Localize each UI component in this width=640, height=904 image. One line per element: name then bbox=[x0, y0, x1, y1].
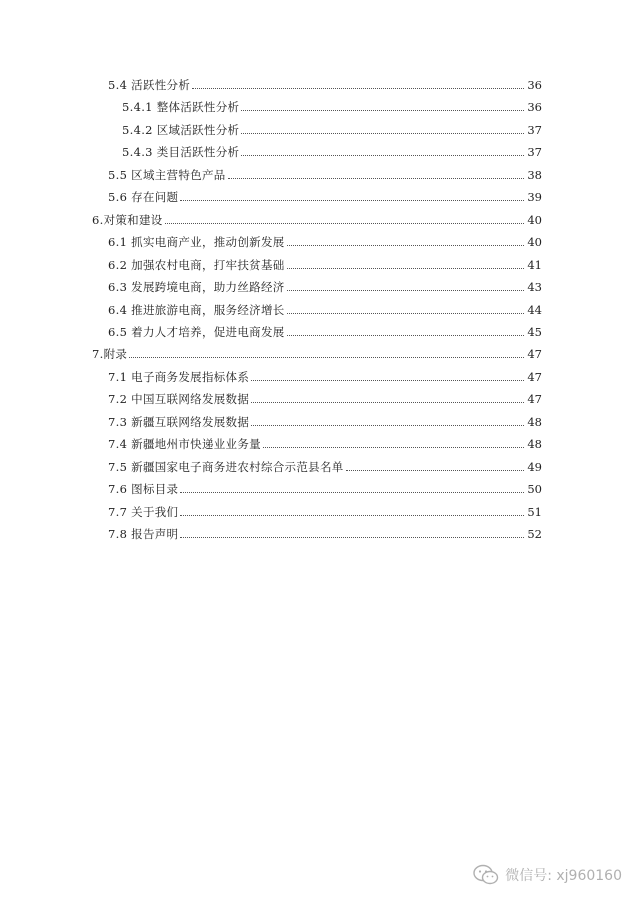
toc-entry-page-number: 49 bbox=[527, 459, 542, 474]
toc-entry[interactable] bbox=[108, 186, 542, 204]
toc-entry[interactable] bbox=[108, 501, 542, 519]
toc-entry-label: 6.4 推进旅游电商，服务经济增长 bbox=[108, 302, 285, 317]
toc-entry-label: 6.2 加强农村电商，打牢扶贫基础 bbox=[108, 257, 285, 272]
toc-entry-label: 5.4.2 区域活跃性分析 bbox=[122, 122, 240, 137]
toc-entry[interactable] bbox=[108, 321, 542, 339]
toc-entry[interactable] bbox=[92, 209, 542, 227]
toc-dot-leader bbox=[241, 133, 524, 134]
toc-entry-label: 6.对策和建设 bbox=[92, 212, 163, 227]
toc-entry-page-number: 48 bbox=[527, 437, 542, 452]
toc-dot-leader bbox=[165, 223, 524, 224]
toc-entry[interactable] bbox=[108, 411, 542, 429]
toc-entry[interactable] bbox=[108, 523, 542, 541]
toc-entry[interactable] bbox=[108, 231, 542, 249]
toc-entry-label: 5.4.3 类目活跃性分析 bbox=[122, 145, 240, 160]
toc-entry-page-number: 47 bbox=[527, 369, 542, 384]
toc-dot-leader bbox=[346, 470, 524, 471]
toc-entry-page-number: 37 bbox=[527, 145, 542, 160]
toc-entry-label: 5.5 区域主营特色产品 bbox=[108, 167, 226, 182]
toc-entry[interactable] bbox=[108, 254, 542, 272]
toc-entry[interactable] bbox=[122, 141, 542, 159]
watermark-text: 微信号: xj960160 bbox=[505, 868, 622, 884]
toc-entry-label: 7.2 中国互联网络发展数据 bbox=[108, 392, 250, 407]
toc-entry[interactable] bbox=[108, 366, 542, 384]
toc-entry[interactable] bbox=[122, 96, 542, 114]
toc-entry-label: 5.4.1 整体活跃性分析 bbox=[122, 100, 240, 115]
toc-dot-leader bbox=[287, 268, 524, 269]
toc-entry[interactable] bbox=[108, 74, 542, 92]
toc-dot-leader bbox=[180, 492, 524, 493]
toc-entry-page-number: 44 bbox=[527, 302, 542, 317]
toc-entry-page-number: 47 bbox=[527, 392, 542, 407]
toc-entry[interactable] bbox=[92, 343, 542, 361]
toc-entry-label: 6.5 着力人才培养，促进电商发展 bbox=[108, 324, 285, 339]
toc-dot-leader bbox=[287, 245, 524, 246]
toc-entry-page-number: 39 bbox=[527, 190, 542, 205]
toc-entry-page-number: 36 bbox=[527, 100, 542, 115]
toc-dot-leader bbox=[287, 335, 524, 336]
toc-entry-label: 5.4 活跃性分析 bbox=[108, 78, 191, 92]
toc-entry[interactable] bbox=[108, 456, 542, 474]
toc-entry-label: 5.6 存在问题 bbox=[108, 190, 179, 205]
toc-entry[interactable] bbox=[108, 299, 542, 317]
toc-entry-label: 7.附录 bbox=[92, 347, 128, 362]
toc-dot-leader bbox=[287, 290, 524, 291]
toc-dot-leader bbox=[263, 447, 524, 448]
toc-entry[interactable] bbox=[108, 433, 542, 451]
toc-entry-page-number: 50 bbox=[527, 482, 542, 497]
toc-entry-page-number: 51 bbox=[527, 504, 542, 519]
toc-entry-label: 6.1 抓实电商产业，推动创新发展 bbox=[108, 235, 285, 250]
toc-dot-leader bbox=[180, 537, 524, 538]
watermark bbox=[473, 864, 622, 886]
toc-dot-leader bbox=[241, 155, 524, 156]
toc-dot-leader bbox=[287, 313, 524, 314]
toc-entry-page-number: 40 bbox=[527, 212, 542, 227]
toc-entry-page-number: 40 bbox=[527, 235, 542, 250]
toc-dot-leader bbox=[180, 515, 524, 516]
toc-dot-leader bbox=[180, 200, 524, 201]
toc-entry-page-number: 38 bbox=[527, 167, 542, 182]
toc-entry-page-number: 41 bbox=[527, 257, 542, 272]
toc-entry-page-number: 47 bbox=[527, 347, 542, 362]
toc-entry-label: 7.7 关于我们 bbox=[108, 504, 179, 519]
toc-entry[interactable] bbox=[108, 276, 542, 294]
toc-entry-label: 7.4 新疆地州市快递业业务量 bbox=[108, 437, 261, 452]
toc-entry[interactable] bbox=[108, 478, 542, 496]
toc-entry[interactable] bbox=[108, 164, 542, 182]
toc-entry[interactable] bbox=[122, 119, 542, 137]
toc-entry-label: 7.3 新疆互联网络发展数据 bbox=[108, 414, 250, 429]
toc-entry-label: 7.5 新疆国家电子商务进农村综合示范县名单 bbox=[108, 459, 344, 474]
toc-entry[interactable] bbox=[108, 388, 542, 406]
toc-entry-page-number: 37 bbox=[527, 122, 542, 137]
toc-entry-label: 6.3 发展跨境电商，助力丝路经济 bbox=[108, 280, 285, 295]
toc-dot-leader bbox=[228, 178, 524, 179]
toc-entry-label: 7.8 报告声明 bbox=[108, 527, 179, 541]
toc-entry-page-number: 36 bbox=[527, 78, 542, 92]
toc-entry-label: 7.6 图标目录 bbox=[108, 482, 179, 497]
toc-dot-leader bbox=[192, 88, 524, 89]
toc-dot-leader bbox=[129, 357, 524, 358]
toc-dot-leader bbox=[251, 402, 524, 403]
toc-dot-leader bbox=[241, 110, 524, 111]
wechat-icon bbox=[473, 864, 499, 886]
toc-entry-page-number: 43 bbox=[527, 280, 542, 295]
toc-entry-label: 7.1 电子商务发展指标体系 bbox=[108, 369, 250, 384]
toc-dot-leader bbox=[251, 425, 524, 426]
toc-entry-page-number: 52 bbox=[527, 527, 542, 541]
toc-entry-page-number: 45 bbox=[527, 324, 542, 339]
toc-entry-page-number: 48 bbox=[527, 414, 542, 429]
toc-dot-leader bbox=[251, 380, 524, 381]
